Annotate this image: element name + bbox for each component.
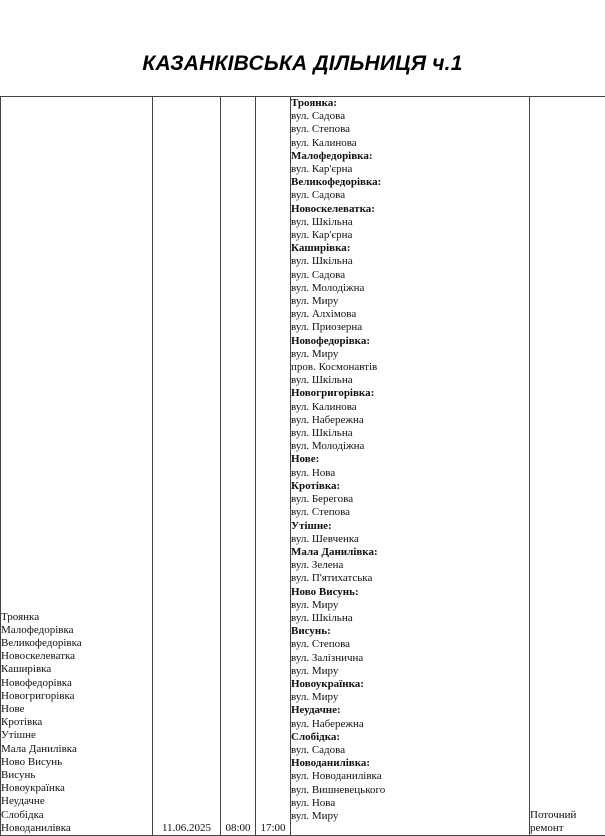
settlement-heading: Неудачне: xyxy=(291,704,529,717)
street-name: вул. Степова xyxy=(291,123,529,136)
village-name: Висунь xyxy=(1,769,152,782)
street-name: вул. Миру xyxy=(291,691,529,704)
settlement-heading: Малофедорівка: xyxy=(291,150,529,163)
street-name: вул. Калинова xyxy=(291,401,529,414)
street-name: вул. Шевченка xyxy=(291,533,529,546)
street-name: вул. Шкільна xyxy=(291,255,529,268)
street-name: вул. Шкільна xyxy=(291,216,529,229)
village-name: Новогригорівка xyxy=(1,690,152,703)
street-name: вул. Кар'єрна xyxy=(291,163,529,176)
end-time-cell xyxy=(256,97,291,836)
date-cell xyxy=(153,97,221,836)
streets-list xyxy=(291,97,529,823)
villages-list xyxy=(1,611,152,835)
street-name: вул. Нова xyxy=(291,467,529,480)
settlement-heading: Новоукраїнка: xyxy=(291,678,529,691)
village-name: Слобідка xyxy=(1,809,152,822)
village-name: Кротівка xyxy=(1,716,152,729)
street-name: вул. Шкільна xyxy=(291,427,529,440)
village-name: Новоданилівка xyxy=(1,822,152,835)
table-row xyxy=(1,97,605,836)
village-name: Великофедорівка xyxy=(1,637,152,650)
street-name: вул. Степова xyxy=(291,506,529,519)
village-name: Ново Висунь xyxy=(1,756,152,769)
start-time: 08:00 xyxy=(225,822,250,834)
street-name: вул. Набережна xyxy=(291,718,529,731)
street-name: вул. Миру xyxy=(291,810,529,823)
street-name: вул. Миру xyxy=(291,665,529,678)
street-name: вул. Шкільна xyxy=(291,612,529,625)
village-name: Каширівка xyxy=(1,663,152,676)
street-name: вул. Зелена xyxy=(291,559,529,572)
settlement-heading: Новофедорівка: xyxy=(291,335,529,348)
street-name: вул. Берегова xyxy=(291,493,529,506)
street-name: вул. Калинова xyxy=(291,137,529,150)
street-name: вул. Шкільна xyxy=(291,374,529,387)
settlement-heading: Каширівка: xyxy=(291,242,529,255)
street-name: вул. Алхімова xyxy=(291,308,529,321)
street-name: вул. Залізнична xyxy=(291,652,529,665)
village-name: Нове xyxy=(1,703,152,716)
street-name: вул. Садова xyxy=(291,269,529,282)
village-name: Утішне xyxy=(1,729,152,742)
street-name: вул. Садова xyxy=(291,744,529,757)
village-name: Новоукраїнка xyxy=(1,782,152,795)
outage-date: 11.06.2025 xyxy=(162,822,211,834)
settlement-heading: Новоданилівка: xyxy=(291,757,529,770)
page-title: КАЗАНКІВСЬКА ДІЛЬНИЦЯ ч.1 xyxy=(0,52,605,76)
village-name: Новоскелеватка xyxy=(1,650,152,663)
settlement-heading: Слобідка: xyxy=(291,731,529,744)
settlement-heading: Великофедорівка: xyxy=(291,176,529,189)
village-name: Троянка xyxy=(1,611,152,624)
street-name: вул. Набережна xyxy=(291,414,529,427)
villages-cell xyxy=(1,97,153,836)
work-type-cell xyxy=(530,97,605,836)
settlement-heading: Новоскелеватка: xyxy=(291,203,529,216)
settlement-heading: Ново Висунь: xyxy=(291,586,529,599)
street-name: вул. Нова xyxy=(291,797,529,810)
street-name: вул. Миру xyxy=(291,599,529,612)
street-name: вул. Кар'єрна xyxy=(291,229,529,242)
street-name: вул. Садова xyxy=(291,110,529,123)
street-name: вул. Садова xyxy=(291,189,529,202)
street-name: вул. П'ятихатська xyxy=(291,572,529,585)
street-name: вул. Степова xyxy=(291,638,529,651)
streets-cell xyxy=(291,97,530,836)
street-name: вул. Молодіжна xyxy=(291,440,529,453)
end-time: 17:00 xyxy=(260,822,285,834)
street-name: вул. Вишневецького xyxy=(291,784,529,797)
settlement-heading: Новогригорівка: xyxy=(291,387,529,400)
street-name: пров. Космонавтів xyxy=(291,361,529,374)
street-name: вул. Миру xyxy=(291,295,529,308)
village-name: Новофедорівка xyxy=(1,677,152,690)
settlement-heading: Нове: xyxy=(291,453,529,466)
work-type: Поточний ремонт xyxy=(530,809,590,835)
village-name: Малофедорівка xyxy=(1,624,152,637)
street-name: вул. Новоданилівка xyxy=(291,770,529,783)
street-name: вул. Приозерна xyxy=(291,321,529,334)
village-name: Мала Данилівка xyxy=(1,743,152,756)
street-name: вул. Молодіжна xyxy=(291,282,529,295)
settlement-heading: Кротівка: xyxy=(291,480,529,493)
outage-schedule-table xyxy=(0,96,605,836)
settlement-heading: Троянка: xyxy=(291,97,529,110)
street-name: вул. Миру xyxy=(291,348,529,361)
settlement-heading: Мала Данилівка: xyxy=(291,546,529,559)
start-time-cell xyxy=(221,97,256,836)
village-name: Неудачне xyxy=(1,795,152,808)
settlement-heading: Утішне: xyxy=(291,520,529,533)
settlement-heading: Висунь: xyxy=(291,625,529,638)
